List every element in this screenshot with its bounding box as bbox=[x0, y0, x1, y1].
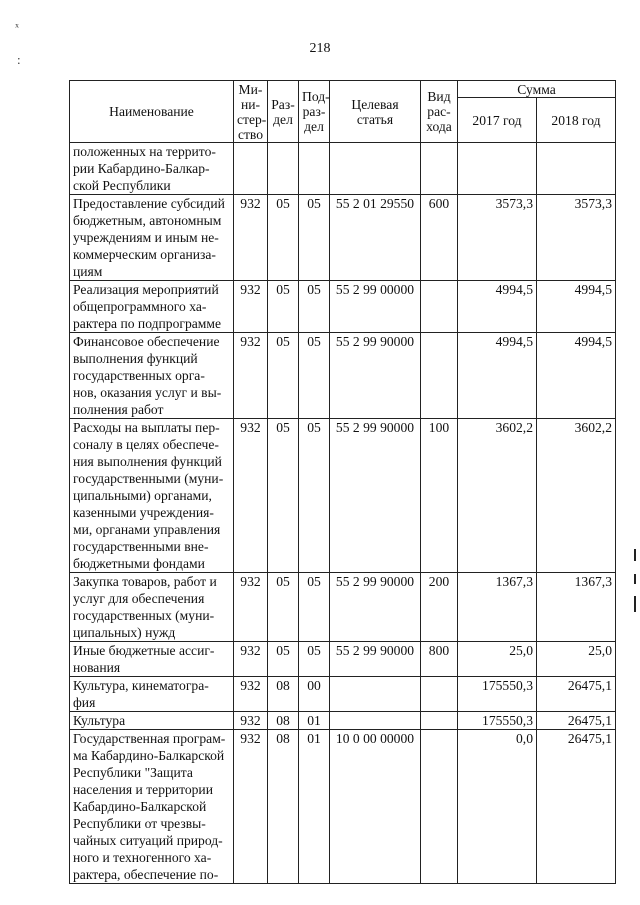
row-sum-2017: 175550,3 bbox=[458, 712, 537, 730]
row-sum-2017: 4994,5 bbox=[458, 333, 537, 419]
row-subsection: 05 bbox=[299, 281, 330, 333]
row-target-article bbox=[330, 143, 421, 195]
binding-mark bbox=[634, 596, 636, 612]
row-expense-type bbox=[421, 677, 458, 712]
row-sum-2018: 3602,2 bbox=[537, 419, 616, 573]
row-subsection: 00 bbox=[299, 677, 330, 712]
table-body bbox=[70, 143, 616, 884]
row-subsection: 05 bbox=[299, 419, 330, 573]
row-section: 05 bbox=[268, 195, 299, 281]
row-expense-type bbox=[421, 712, 458, 730]
row-sum-2017: 4994,5 bbox=[458, 281, 537, 333]
row-subsection: 01 bbox=[299, 712, 330, 730]
row-sum-2017: 1367,3 bbox=[458, 573, 537, 642]
row-expense-type bbox=[421, 730, 458, 884]
binding-mark bbox=[634, 549, 636, 561]
row-sum-2018: 4994,5 bbox=[537, 333, 616, 419]
header-year-2018: 2018 год bbox=[537, 98, 616, 143]
row-ministry: 932 bbox=[234, 333, 268, 419]
table-row bbox=[70, 642, 616, 677]
page-number: 218 bbox=[309, 41, 331, 56]
row-expense-type: 600 bbox=[421, 195, 458, 281]
header-ministry: Ми- ни- стер- ство bbox=[234, 81, 268, 143]
header-expense-type: Вид рас- хода bbox=[421, 81, 458, 143]
row-sum-2017: 3602,2 bbox=[458, 419, 537, 573]
row-expense-type bbox=[421, 333, 458, 419]
row-sum-2018: 26475,1 bbox=[537, 730, 616, 884]
row-section: 05 bbox=[268, 419, 299, 573]
table-row bbox=[70, 143, 616, 195]
row-subsection bbox=[299, 143, 330, 195]
row-section: 08 bbox=[268, 712, 299, 730]
row-subsection: 05 bbox=[299, 195, 330, 281]
row-subsection: 01 bbox=[299, 730, 330, 884]
row-name: Реализация мероприятий общепрограммного ха- рактера по подпрограмме bbox=[70, 281, 234, 333]
row-subsection: 05 bbox=[299, 573, 330, 642]
table-row bbox=[70, 712, 616, 730]
row-subsection: 05 bbox=[299, 333, 330, 419]
row-ministry: 932 bbox=[234, 195, 268, 281]
table-row bbox=[70, 333, 616, 419]
row-expense-type: 200 bbox=[421, 573, 458, 642]
header-section: Раз- дел bbox=[268, 81, 299, 143]
row-name: Государственная програм- ма Кабардино-Балкарской Республики "Защита населения и территории Кабардино-Балкарской Республики от чрезвы- чайных ситуаций природ- ного и техногенного ха- рактера, обеспечение по- bbox=[70, 730, 234, 884]
row-name: положенных на террито- рии Кабардино-Балкар- ской Республики bbox=[70, 143, 234, 195]
row-name: Расходы на выплаты пер- соналу в целях обеспече- ния выполнения функций государственными (муни- ципальными) органами, казенными учреждения- ми, органами управления государственными вне- бюджетными фондами bbox=[70, 419, 234, 573]
header-name: Наименование bbox=[70, 81, 234, 143]
row-ministry: 932 bbox=[234, 730, 268, 884]
row-ministry: 932 bbox=[234, 642, 268, 677]
row-sum-2017: 25,0 bbox=[458, 642, 537, 677]
row-target-article: 55 2 99 90000 bbox=[330, 573, 421, 642]
row-sum-2018: 26475,1 bbox=[537, 677, 616, 712]
row-sum-2018 bbox=[537, 143, 616, 195]
row-target-article: 10 0 00 00000 bbox=[330, 730, 421, 884]
row-sum-2018: 4994,5 bbox=[537, 281, 616, 333]
binding-mark bbox=[634, 574, 636, 584]
margin-mark-colon: : bbox=[17, 52, 21, 67]
row-subsection: 05 bbox=[299, 642, 330, 677]
row-target-article: 55 2 99 90000 bbox=[330, 333, 421, 419]
row-section: 05 bbox=[268, 281, 299, 333]
table-row bbox=[70, 195, 616, 281]
row-target-article bbox=[330, 677, 421, 712]
row-target-article: 55 2 99 90000 bbox=[330, 419, 421, 573]
row-sum-2017 bbox=[458, 143, 537, 195]
row-expense-type bbox=[421, 143, 458, 195]
row-section: 05 bbox=[268, 642, 299, 677]
row-target-article: 55 2 99 90000 bbox=[330, 642, 421, 677]
row-name: Финансовое обеспечение выполнения функций государственных орга- нов, оказания услуг и вы- полнения работ bbox=[70, 333, 234, 419]
row-name: Культура, кинематогра- фия bbox=[70, 677, 234, 712]
row-name: Культура bbox=[70, 712, 234, 730]
row-ministry: 932 bbox=[234, 677, 268, 712]
row-ministry: 932 bbox=[234, 573, 268, 642]
row-expense-type: 100 bbox=[421, 419, 458, 573]
row-ministry bbox=[234, 143, 268, 195]
header-year-2017: 2017 год bbox=[458, 98, 537, 143]
row-name: Предоставление субсидий бюджетным, автономным учреждениям и иным не- коммерческим организа- циям bbox=[70, 195, 234, 281]
table-row bbox=[70, 573, 616, 642]
row-name: Закупка товаров, работ и услуг для обеспечения государственных (муни- ципальных) нужд bbox=[70, 573, 234, 642]
table-row bbox=[70, 419, 616, 573]
row-expense-type bbox=[421, 281, 458, 333]
row-name: Иные бюджетные ассиг- нования bbox=[70, 642, 234, 677]
row-ministry: 932 bbox=[234, 419, 268, 573]
row-section: 08 bbox=[268, 730, 299, 884]
table-row bbox=[70, 281, 616, 333]
row-sum-2018: 1367,3 bbox=[537, 573, 616, 642]
row-ministry: 932 bbox=[234, 712, 268, 730]
row-target-article bbox=[330, 712, 421, 730]
header-sum: Сумма bbox=[458, 81, 616, 98]
header-target-article: Целевая статья bbox=[330, 81, 421, 143]
row-section: 08 bbox=[268, 677, 299, 712]
row-sum-2018: 25,0 bbox=[537, 642, 616, 677]
table-row bbox=[70, 730, 616, 884]
row-section bbox=[268, 143, 299, 195]
row-section: 05 bbox=[268, 333, 299, 419]
row-expense-type: 800 bbox=[421, 642, 458, 677]
row-sum-2017: 0,0 bbox=[458, 730, 537, 884]
row-sum-2017: 175550,3 bbox=[458, 677, 537, 712]
row-sum-2018: 26475,1 bbox=[537, 712, 616, 730]
row-sum-2017: 3573,3 bbox=[458, 195, 537, 281]
budget-table bbox=[69, 80, 616, 884]
row-section: 05 bbox=[268, 573, 299, 642]
table-row bbox=[70, 677, 616, 712]
header-subsection: Под- раз- дел bbox=[299, 81, 330, 143]
row-target-article: 55 2 99 00000 bbox=[330, 281, 421, 333]
row-target-article: 55 2 01 29550 bbox=[330, 195, 421, 281]
row-ministry: 932 bbox=[234, 281, 268, 333]
row-sum-2018: 3573,3 bbox=[537, 195, 616, 281]
